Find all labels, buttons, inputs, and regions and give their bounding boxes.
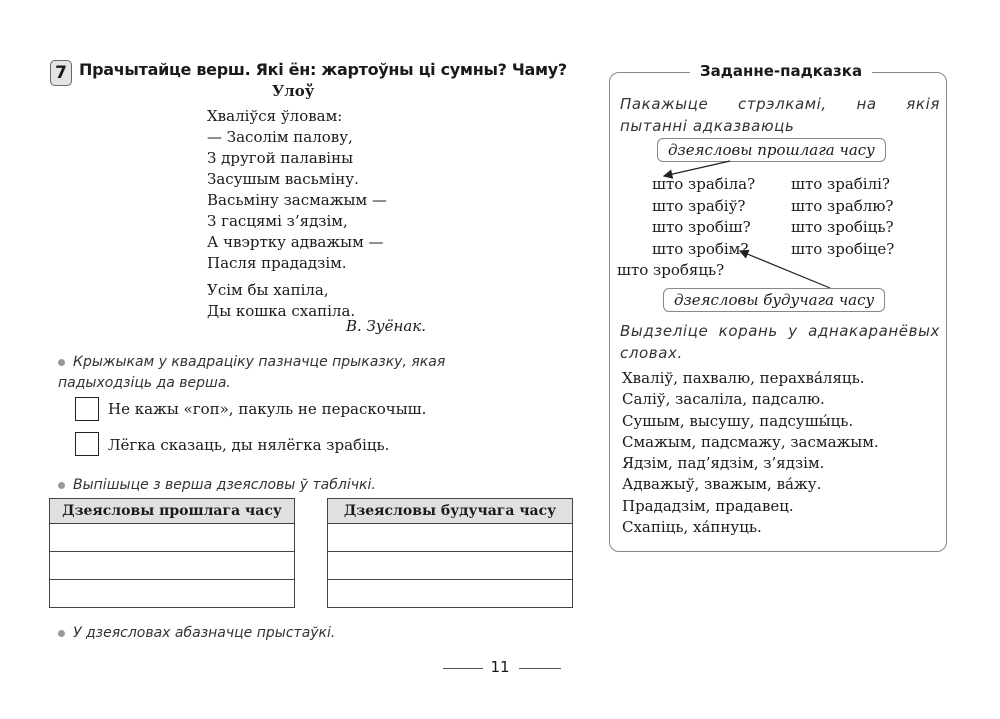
hint-instruction-2: Выдзеліце корань у аднакаранёвых словах. — [620, 322, 940, 362]
answer-cell[interactable] — [328, 552, 573, 580]
hint-title: Заданне-падказка — [690, 62, 872, 80]
past-tense-label: дзеясловы прошлага часу — [657, 138, 886, 162]
poem-line: З гасцямі з’ядзім, — [207, 212, 348, 230]
past-tense-header: Дзеясловы прошлага часу — [50, 499, 295, 524]
poem-line: Ды кошка схапіла. — [207, 302, 356, 320]
future-tense-header: Дзеясловы будучага часу — [328, 499, 573, 524]
answer-cell[interactable] — [50, 552, 295, 580]
word-group: Сушым, высушу, падсушы́ць. — [622, 411, 854, 430]
proverb-option-2: Лёгка сказаць, ды нялёгка зрабiць. — [108, 436, 390, 454]
task3-text: У дзеясловах абазначце прыстаўкі. — [58, 623, 335, 644]
exercise-instruction: Прачытайце верш. Які ён: жартоўны ці сумны? Чаму? — [79, 60, 567, 79]
proverb-option-1: Не кажы «гоп», пакуль не пераскочыш. — [108, 400, 427, 418]
word-group: Хваліў, пахвалю, перахва́ляць. — [622, 369, 865, 387]
answer-cell[interactable] — [50, 524, 295, 552]
poem-line: Усім бы хапіла, — [207, 281, 329, 299]
word-group: Адважыў, зважым, ва́жу. — [622, 475, 822, 494]
hint-instruction-1: Пакажыце стрэлкамі, на якія пытанні адказваюць — [620, 95, 940, 135]
question: што зрабіў? — [652, 196, 746, 215]
answer-cell[interactable] — [328, 524, 573, 552]
question: што зраблю? — [791, 196, 894, 215]
word-groups — [622, 368, 879, 538]
poem-line: Васьміну засмажым — — [207, 191, 387, 209]
question: што зрабілі? — [791, 175, 890, 193]
answer-cell[interactable] — [328, 580, 573, 608]
question: што зробіце? — [791, 239, 895, 258]
poem-title: Улоў — [272, 82, 315, 100]
word-group: Схапіць, ха́пнуць. — [622, 518, 762, 537]
proverb-checkbox-2[interactable] — [75, 432, 99, 456]
answer-cell[interactable] — [50, 580, 295, 608]
poem-line: Пасля прададзім. — [207, 254, 347, 272]
word-group: Прададзім, прадавец. — [622, 496, 794, 515]
questions-left — [652, 174, 755, 260]
question: што зробяць? — [617, 261, 725, 279]
questions-right — [791, 174, 894, 260]
exercise-number: 7 — [50, 60, 72, 86]
poem-line: А чвэртку адважым — — [207, 233, 384, 251]
poem — [207, 106, 387, 322]
future-tense-label: дзеясловы будучага часу — [663, 288, 885, 312]
question: што зробіш? — [652, 218, 751, 236]
future-tense-table — [327, 498, 573, 608]
proverb-checkbox-1[interactable] — [75, 397, 99, 421]
word-group: Смажым, падсмажу, засмажым. — [622, 432, 879, 451]
poem-line: Засушым васьміну. — [207, 170, 359, 188]
poem-line: З другой палавіны — [207, 149, 354, 167]
question: што зрабіла? — [652, 175, 756, 193]
task1-text: Крыжыкам у квадрацiку пазначце прыказку, якая падыходзiць да верша. — [58, 352, 458, 394]
question: што зробім? — [652, 239, 749, 258]
poem-author: В. Зуёнак. — [346, 317, 427, 335]
past-tense-table — [49, 498, 295, 608]
divider — [519, 668, 561, 669]
question: што зробіць? — [791, 218, 894, 236]
task2-text: Выпішыце з верша дзеясловы ў таблічкі. — [58, 475, 376, 496]
word-group: Ядзім, пад’ядзім, з’ядзім. — [622, 454, 825, 473]
page-number: 11 — [490, 658, 510, 676]
poem-line: Хваліўся ўловам: — [207, 107, 343, 125]
word-group: Саліў, засаліла, падсалю. — [622, 390, 825, 409]
poem-line: — Засолім палову, — [207, 128, 353, 146]
